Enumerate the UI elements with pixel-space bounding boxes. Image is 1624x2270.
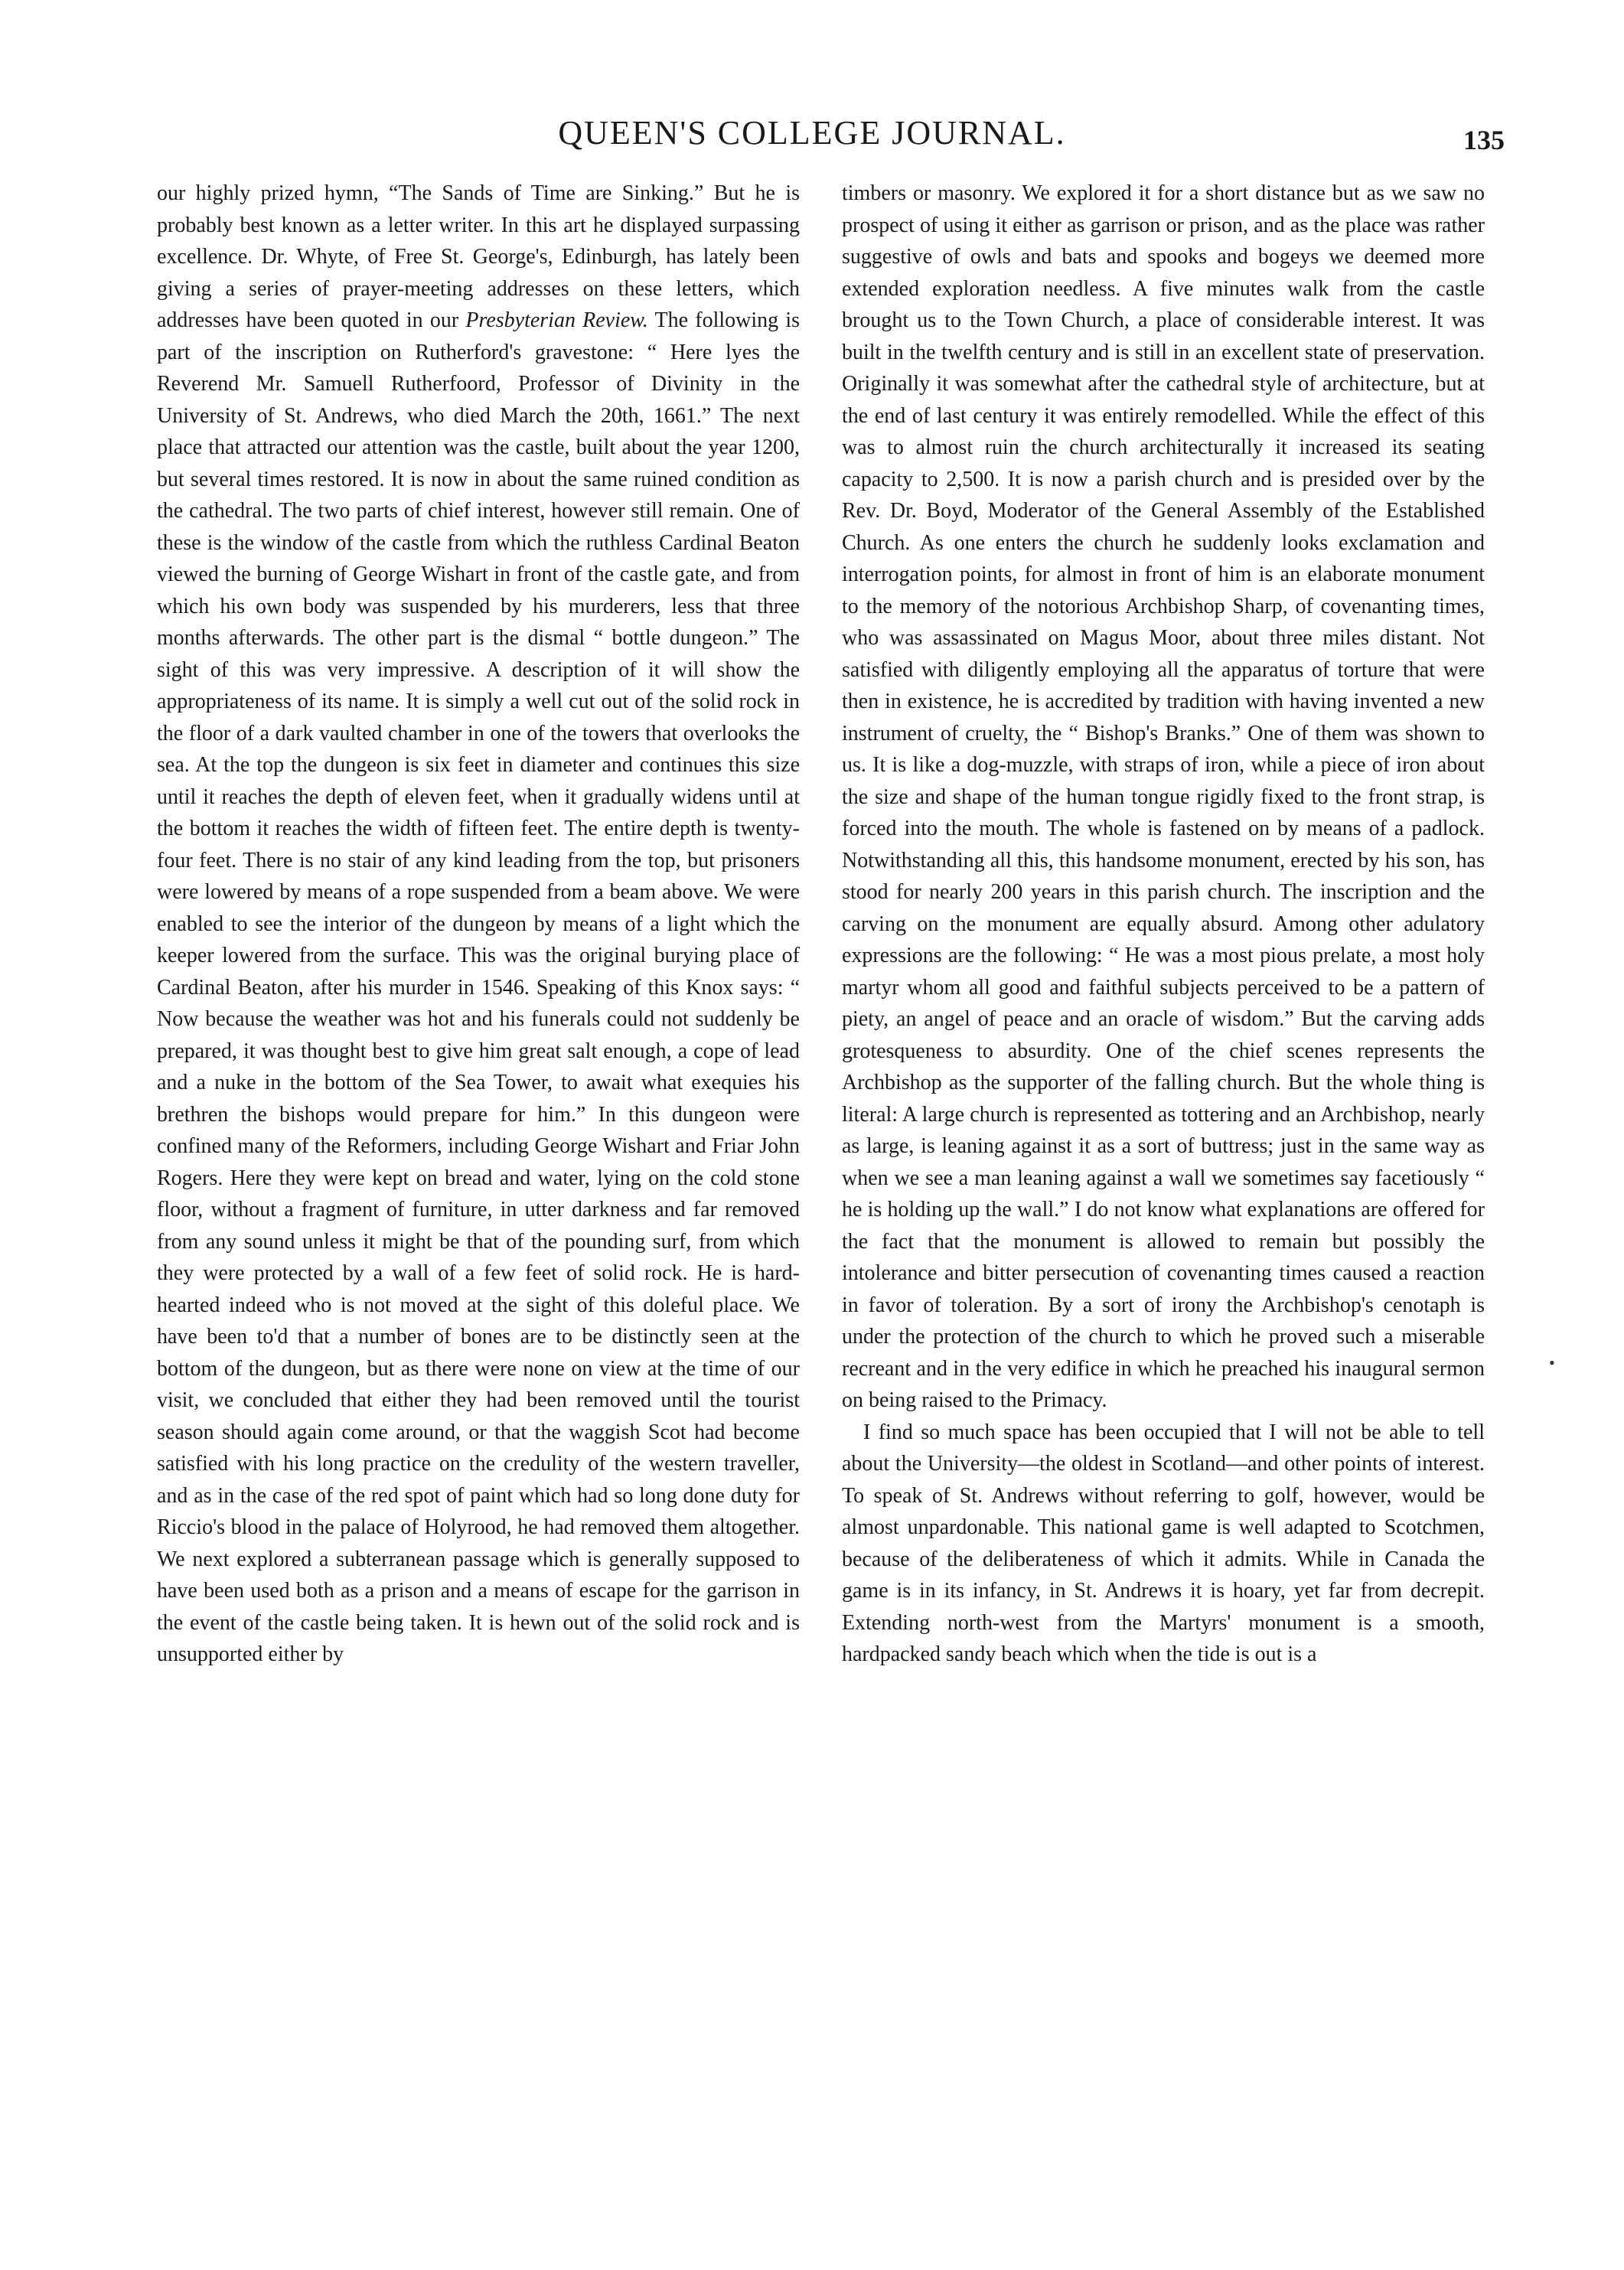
publication-title-italic: Presbyterian Review. [465, 308, 648, 332]
left-paragraph-1 [157, 178, 800, 1671]
right-paragraph-2: I find so much space has been occupied that I will not be able to tell about the University—the oldest in Scotland—and other points of interest. To speak of St. Andrews without referring to golf, however, would be almost unpardonable. This national game is well adapted to Scotchmen, because of the deliberateness of which it admits. While in Canada the game is in its infancy, in St. Andrews it is hoary, yet far from decrepit. Extending north-west from the Martyrs' monument is a smooth, hardpacked sandy beach which when the tide is out is a [842, 1420, 1485, 1666]
right-column [842, 178, 1485, 1671]
margin-ink-mark: • [1549, 1353, 1555, 1372]
page-number: 135 [1463, 125, 1505, 155]
left-text-before-italic: our highly prized hymn, “The Sands of Time are Sinking.” But he is probably best known as a letter writer. In this art he displayed surpassing excellence. Dr. Whyte, of Free St. George's, Edinburgh, has lately been giving a series of prayer-meeting addresses on these letters, which addresses have been quoted in our [157, 181, 800, 332]
running-head: QUEEN'S COLLEGE JOURNAL. [558, 114, 1066, 152]
left-column [157, 178, 800, 1671]
left-text-after-italic: The following is part of the inscription on Rutherford's gravestone: “ Here lyes the Reverend Mr. Samuell Rutherfoord, Professor of Divinity in the University of St. Andrews, who died March the 20th, 1661.” The next place that attracted our attention was the castle, built about the year 1200, but several times restored. It is now in about the same ruined condition as the cathedral. The two parts of chief interest, however still remain. One of these is the window of the castle from which the ruthless Cardinal Beaton viewed the burning of George Wishart in front of the castle gate, and from which his own body was suspended by his murderers, less that three months afterwards. The other part is the dismal “ bottle dungeon.” The sight of this was very impressive. A description of it will show the appropriateness of its name. It is simply a well cut out of the solid rock in the floor of a dark vaulted chamber in one of the towers that overlooks the sea. At the top the dungeon is six feet in diameter and continues this size until it reaches the depth of eleven feet, when it gradually widens until at the bottom it reaches the width of fifteen feet. The entire depth is twenty-four feet. There is no stair of any kind leading from the top, but prisoners were lowered by means of a rope suspended from a beam above. We were enabled to see the interior of the dungeon by means of a light which the keeper lowered from the surface. This was the original burying place of Cardinal Beaton, after his murder in 1546. Speaking of this Knox says: “ Now because the weather was hot and his funerals could not suddenly be prepared, it was thought best to give him great salt enough, a cope of lead and a nuke in the bottom of the Sea Tower, to await what exequies his brethren the bishops would prepare for him.” In this dungeon were confined many of the Reformers, including George Wishart and Friar John Rogers. Here they were kept on bread and water, lying on the cold stone floor, without a fragment of furniture, in utter darkness and far removed from any sound unless it might be that of the pounding surf, from which they were protected by a wall of a few feet of solid rock. He is hard-hearted indeed who is not moved at the sight of this doleful place. We have been to'd that a number of bones are to be distinctly seen at the bottom of the dungeon, but as there were none on view at the time of our visit, we concluded that either they had been removed until the tourist season should again come around, or that the waggish Scot had become satisfied with his long practice on the credulity of the western traveller, and as in the case of the red spot of paint which had so long done duty for Riccio's blood in the palace of Holyrood, he had removed them altogether. We next explored a subterranean passage which is generally supposed to have been used both as a prison and a means of escape for the garrison in the event of the castle being taken. It is hewn out of the solid rock and is unsupported either by [157, 308, 800, 1666]
right-paragraph-1: timbers or masonry. We explored it for a short distance but as we saw no prospect of using it either as garrison or prison, and as the place was rather suggestive of owls and bats and spooks and bogeys we deemed more extended exploration needless. A five minutes walk from the castle brought us to the Town Church, a place of considerable interest. It was built in the twelfth century and is still in an excellent state of preservation. Originally it was somewhat after the cathedral style of architecture, but at the end of last century it was entirely remodelled. While the effect of this was to almost ruin the church architecturally it increased its seating capacity to 2,500. It is now a parish church and is presided over by the Rev. Dr. Boyd, Moderator of the General Assembly of the Established Church. As one enters the church he suddenly looks exclamation and interrogation points, for almost in front of him is an elaborate monument to the memory of the notorious Archbishop Sharp, of covenanting times, who was assassinated on Magus Moor, about three miles distant. Not satisfied with diligently employing all the apparatus of torture that were then in existence, he is accredited by tradition with having invented a new instrument of cruelty, the “ Bishop's Branks.” One of them was shown to us. It is like a dog-muzzle, with straps of iron, while a piece of iron about the size and shape of the human tongue rigidly fixed to the front strap, is forced into the mouth. The whole is fastened on by means of a padlock. Notwithstanding all this, this handsome monument, erected by his son, has stood for nearly 200 years in this parish church. The inscription and the carving on the monument are equally absurd. Among other adulatory expressions are the following: “ He was a most pious prelate, a most holy martyr whom all good and faithful subjects perceived to be a pattern of piety, an angel of peace and an oracle of wisdom.” But the carving adds grotesqueness to absurdity. One of the chief scenes represents the Archbishop as the supporter of the falling church. But the whole thing is literal: A large church is represented as tottering and an Archbishop, nearly as large, is leaning against it as a sort of buttress; just in the same way as when we see a man leaning against a wall we sometimes say facetiously “ he is holding up the wall.” I do not know what explanations are offered for the fact that the monument is allowed to remain but possibly the intolerance and bitter persecution of covenanting times caused a reaction in favor of toleration. By a sort of irony the Archbishop's cenotaph is under the protection of the church to which he proved such a miserable recreant and in the very edifice in which he preached his inaugural sermon on being raised to the Primacy. [842, 181, 1485, 1412]
